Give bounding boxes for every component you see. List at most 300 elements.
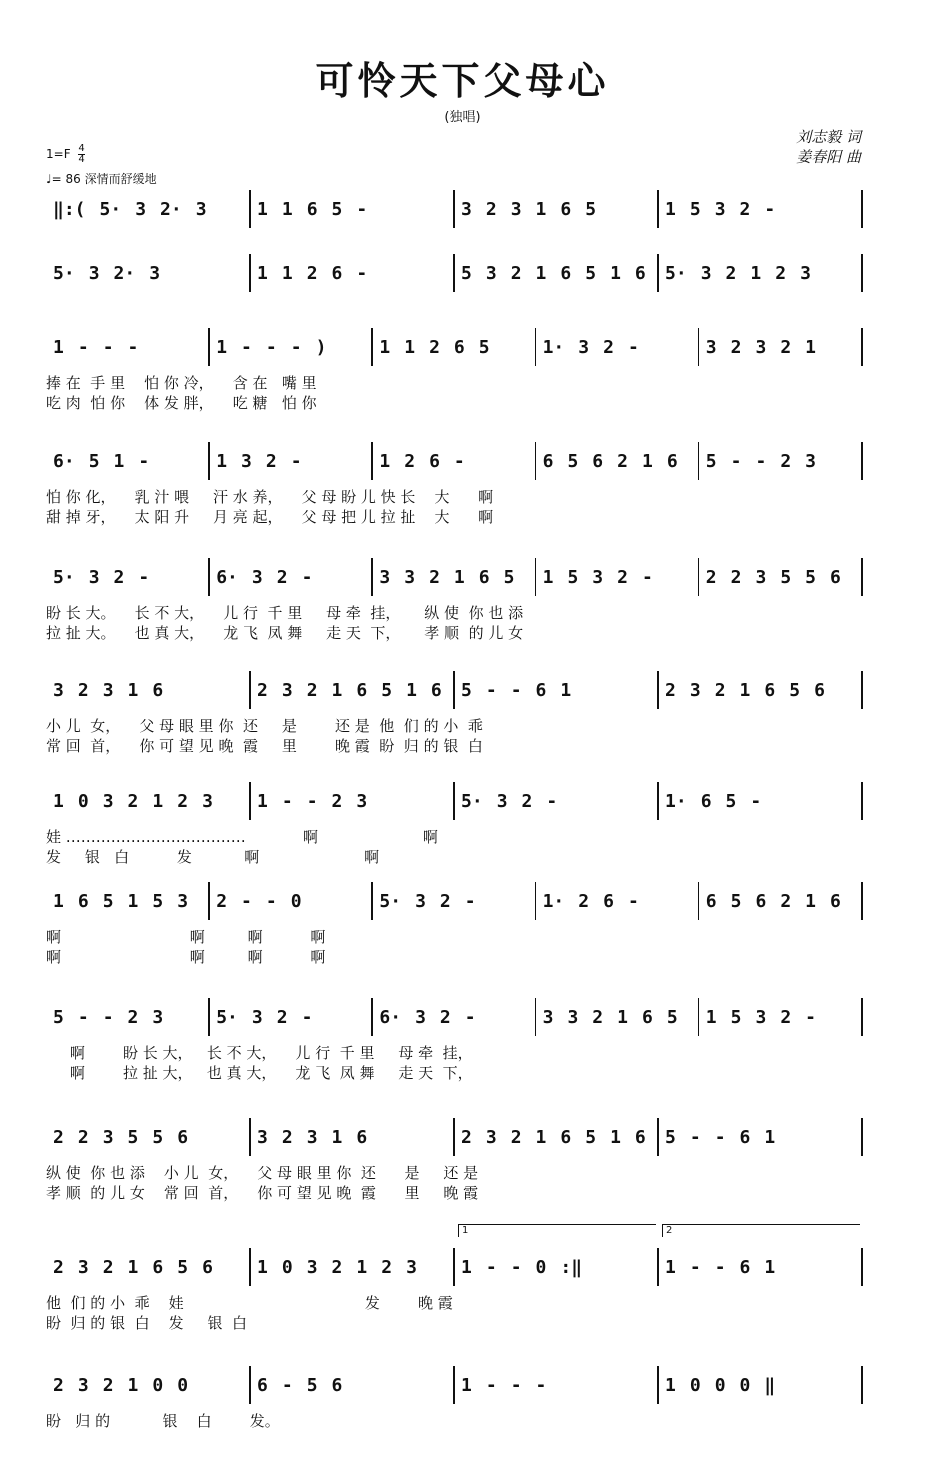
note: 6	[430, 679, 442, 701]
measure	[454, 1250, 658, 1284]
note: 6	[356, 1126, 368, 1148]
note: 2	[127, 1006, 139, 1028]
note: 3	[306, 1256, 318, 1278]
note: 1	[805, 890, 817, 912]
note: 2	[510, 262, 522, 284]
note: 5	[689, 198, 701, 220]
note: 2	[739, 198, 751, 220]
note: 3	[241, 450, 252, 472]
barline	[861, 442, 863, 480]
note: -	[301, 566, 313, 588]
note: 5	[88, 450, 100, 472]
note: -	[453, 450, 465, 472]
note: 6	[705, 890, 717, 912]
lyricist-credit: 刘志毅 词	[796, 128, 861, 146]
note: -	[127, 336, 139, 358]
note: 5·	[379, 890, 402, 912]
note: 2	[276, 1006, 288, 1028]
note: 6	[560, 262, 572, 284]
note: 2	[725, 262, 737, 284]
note: 5	[725, 790, 737, 812]
note: 3	[485, 1126, 497, 1148]
note: 3	[88, 566, 100, 588]
measure	[46, 1000, 209, 1034]
note: -	[714, 1256, 726, 1278]
note: 2	[429, 336, 440, 358]
measure	[454, 1120, 658, 1154]
note: 3	[195, 198, 207, 220]
barline	[861, 1366, 863, 1404]
note: -	[265, 336, 277, 358]
note: 5·	[665, 262, 687, 284]
note: 3	[88, 262, 100, 284]
note: 6	[331, 262, 343, 284]
barline	[861, 671, 863, 709]
note: 1	[127, 1256, 139, 1278]
barline	[861, 190, 863, 228]
page-title: 可怜天下父母心	[315, 58, 610, 103]
note: 1	[379, 450, 391, 472]
note: 2	[730, 336, 742, 358]
note: 5	[585, 262, 597, 284]
note: 6	[592, 450, 604, 472]
note: 2	[113, 566, 125, 588]
note: 1	[216, 336, 228, 358]
tempo-marking: ♩= 86 深情而舒缓地	[46, 172, 157, 186]
note: 1	[764, 1126, 776, 1148]
note: 1·	[542, 336, 565, 358]
note: 1	[461, 1256, 472, 1278]
measure	[658, 256, 862, 290]
note: 6	[700, 790, 712, 812]
note: 6	[257, 1374, 268, 1396]
note: 2	[127, 790, 139, 812]
subtitle: (独唱)	[444, 110, 481, 125]
note: -	[485, 1256, 497, 1278]
note: 1	[281, 262, 293, 284]
note: -	[290, 336, 302, 358]
note: 1	[257, 1256, 268, 1278]
note: 6	[306, 198, 318, 220]
barline	[861, 882, 863, 920]
note: 6·	[379, 1006, 402, 1028]
note: 3	[567, 1006, 579, 1028]
note: 1	[453, 566, 465, 588]
note: 5·	[99, 198, 122, 220]
note: 2	[331, 1256, 343, 1278]
measure	[454, 192, 658, 226]
note: 2·	[160, 198, 182, 220]
note: 5	[665, 1126, 676, 1148]
note: 6	[666, 450, 678, 472]
note: 1	[461, 1374, 472, 1396]
note: 3	[177, 890, 189, 912]
measure	[372, 1000, 535, 1034]
note: 3	[700, 262, 712, 284]
measure	[454, 784, 658, 818]
note: 2	[404, 450, 416, 472]
note: 1	[535, 1126, 547, 1148]
note: 1	[805, 336, 817, 358]
note: -	[138, 450, 150, 472]
note: 2	[780, 1006, 792, 1028]
note: 5	[666, 1006, 678, 1028]
note: 2	[331, 790, 343, 812]
note: 3	[102, 679, 114, 701]
note: 6	[177, 1126, 189, 1148]
note: 2	[714, 679, 726, 701]
note: -	[764, 198, 776, 220]
note: 3	[415, 1006, 426, 1028]
measure	[658, 1368, 862, 1402]
note: 5	[381, 679, 393, 701]
note: -	[510, 1374, 522, 1396]
measure	[46, 1120, 250, 1154]
note: 3	[257, 1126, 268, 1148]
note: 5	[585, 198, 597, 220]
note: -	[281, 790, 293, 812]
note: 3	[77, 1374, 89, 1396]
note: 6	[634, 262, 646, 284]
note: 1	[152, 790, 164, 812]
note: 2	[102, 1256, 114, 1278]
note: 1	[617, 1006, 628, 1028]
note: 2	[276, 566, 288, 588]
measure	[454, 673, 658, 707]
note: 2	[780, 336, 792, 358]
note: -	[546, 790, 558, 812]
note: 1	[53, 790, 64, 812]
note: 2	[775, 262, 787, 284]
note: 0	[281, 1256, 293, 1278]
note: 0	[535, 1256, 547, 1278]
note: 2	[216, 890, 228, 912]
note: 2	[730, 566, 742, 588]
note: 1	[542, 566, 554, 588]
measure	[699, 330, 862, 364]
measure	[536, 560, 699, 594]
note: 5	[805, 566, 817, 588]
note: 3	[800, 262, 811, 284]
note: -	[464, 890, 476, 912]
note: 1	[257, 790, 268, 812]
note: 1	[641, 450, 653, 472]
note: -	[102, 336, 114, 358]
barline	[861, 254, 863, 292]
note: 3	[306, 1126, 318, 1148]
note: 2	[429, 566, 440, 588]
note: -	[77, 336, 89, 358]
note: 1	[379, 336, 391, 358]
measure	[209, 560, 372, 594]
note: -	[714, 1126, 726, 1148]
measure	[536, 1000, 699, 1034]
note: 3	[102, 1126, 114, 1148]
note: 2	[102, 1374, 114, 1396]
note: 2	[521, 790, 533, 812]
note: 6	[560, 198, 572, 220]
measure	[658, 673, 862, 707]
note: -	[510, 1256, 522, 1278]
measure	[372, 560, 535, 594]
note: 2	[257, 679, 268, 701]
note: 2	[177, 790, 189, 812]
note: 1	[113, 450, 125, 472]
note: 6	[535, 679, 547, 701]
note: -	[102, 1006, 114, 1028]
note: -	[138, 566, 150, 588]
note: -	[805, 1006, 817, 1028]
note: 1	[257, 262, 268, 284]
note: 2	[439, 890, 451, 912]
note: ‖	[764, 1374, 776, 1396]
barline	[861, 1248, 863, 1286]
measure	[46, 784, 250, 818]
measure	[209, 444, 372, 478]
note: :‖	[560, 1256, 583, 1278]
note: 5	[478, 336, 490, 358]
note: 5	[567, 566, 579, 588]
measure	[250, 673, 454, 707]
barline	[861, 558, 863, 596]
note: -	[627, 336, 639, 358]
note: 2	[461, 1126, 472, 1148]
barline	[861, 1118, 863, 1156]
note: 0	[689, 1374, 701, 1396]
note: 0	[152, 1374, 164, 1396]
note: 1	[53, 336, 64, 358]
note: -	[356, 262, 368, 284]
note: 0	[739, 1374, 751, 1396]
note: -	[485, 1374, 497, 1396]
note: 2	[53, 1374, 64, 1396]
note: -	[265, 890, 277, 912]
measure	[46, 192, 250, 226]
note: 3	[356, 790, 368, 812]
measure	[46, 1250, 250, 1284]
note: 6	[202, 1256, 213, 1278]
note: -	[464, 1006, 476, 1028]
note: 3	[592, 566, 604, 588]
note: 5	[585, 1126, 597, 1148]
note: 3	[542, 1006, 554, 1028]
time-signature: $\frac{4}{4}$	[78, 143, 85, 165]
note: 6	[356, 679, 368, 701]
note: 2	[592, 1006, 604, 1028]
measure	[209, 884, 372, 918]
note: -	[730, 450, 742, 472]
note: 6	[641, 1006, 653, 1028]
note: 2	[77, 1126, 89, 1148]
note: 1	[257, 198, 268, 220]
note: 1	[404, 336, 416, 358]
note: 5·	[216, 1006, 238, 1028]
note: 1	[665, 198, 676, 220]
note: 6	[739, 1126, 751, 1148]
measure	[46, 884, 209, 918]
note: 5	[503, 566, 515, 588]
note: 3	[755, 1006, 767, 1028]
key-signature	[46, 144, 85, 165]
note: -	[301, 1006, 313, 1028]
note: 1	[750, 262, 762, 284]
note: 6	[755, 890, 767, 912]
note: 3	[251, 1006, 263, 1028]
note: 3	[135, 198, 147, 220]
note: 2	[780, 450, 792, 472]
note: 1	[610, 262, 621, 284]
note: 3	[510, 198, 522, 220]
note: 3	[485, 262, 497, 284]
measure	[46, 330, 209, 364]
note: 3	[755, 336, 767, 358]
note: -	[306, 790, 318, 812]
volta-bracket-1: 1	[458, 1224, 656, 1237]
note: 1	[665, 1256, 676, 1278]
note: 3	[281, 679, 293, 701]
note: 5	[152, 1126, 164, 1148]
measure	[46, 444, 209, 478]
note: 1	[535, 262, 547, 284]
note: 6	[830, 890, 841, 912]
note: 1	[127, 1374, 139, 1396]
volta-bracket-2: 2	[662, 1224, 860, 1237]
note: 5	[331, 198, 343, 220]
note: 2	[780, 890, 792, 912]
note: 1	[356, 1256, 368, 1278]
note: 2	[265, 450, 277, 472]
note: 6	[814, 679, 825, 701]
measure	[454, 1368, 658, 1402]
measure	[250, 256, 454, 290]
measure	[46, 1368, 250, 1402]
note: 6	[830, 566, 841, 588]
note: 5	[127, 1126, 139, 1148]
note: 5	[567, 450, 579, 472]
note: 5	[780, 566, 792, 588]
measure	[699, 884, 862, 918]
note: 6	[77, 890, 89, 912]
measure	[658, 1250, 862, 1284]
note: -	[755, 450, 767, 472]
note: 2	[281, 1126, 293, 1148]
measure	[209, 1000, 372, 1034]
note: 5	[461, 679, 472, 701]
note: 2	[578, 890, 590, 912]
note: 3	[689, 679, 701, 701]
note: 3	[406, 1256, 417, 1278]
barline	[861, 998, 863, 1036]
note: 3	[152, 1006, 164, 1028]
barline	[861, 782, 863, 820]
note: 6	[331, 1374, 343, 1396]
note: 6	[478, 566, 490, 588]
composer-credit: 姜春阳 曲	[796, 148, 861, 166]
note: 3	[705, 336, 717, 358]
note: 1	[764, 1256, 776, 1278]
note: -	[627, 890, 639, 912]
measure	[46, 673, 250, 707]
measure	[209, 330, 372, 364]
note: 1	[610, 1126, 621, 1148]
note: -	[535, 1374, 547, 1396]
note: 1	[216, 450, 228, 472]
measure	[658, 1120, 862, 1154]
note: -	[641, 566, 653, 588]
note: 2·	[113, 262, 136, 284]
note: 5	[306, 1374, 318, 1396]
note: 0	[177, 1374, 189, 1396]
note: 6·	[216, 566, 238, 588]
note: -	[241, 336, 252, 358]
note: 3	[805, 450, 817, 472]
measure	[250, 192, 454, 226]
note: 6·	[53, 450, 75, 472]
key: 1=F	[46, 147, 71, 161]
note: 1	[127, 679, 139, 701]
measure	[250, 1250, 454, 1284]
note: 1·	[542, 890, 565, 912]
note: 5	[730, 890, 742, 912]
note: 5	[53, 1006, 64, 1028]
note: 2	[665, 679, 676, 701]
measure	[372, 444, 535, 478]
note: -	[356, 198, 368, 220]
note: 1	[665, 1374, 676, 1396]
note: -	[750, 790, 762, 812]
note: 2	[510, 1126, 522, 1148]
note: 6	[634, 1126, 646, 1148]
note: 3	[461, 198, 472, 220]
note: 3	[755, 566, 767, 588]
note: 6	[542, 450, 554, 472]
barline	[861, 328, 863, 366]
measure	[536, 884, 699, 918]
note: 3	[77, 1256, 89, 1278]
note: 0	[290, 890, 302, 912]
note: 5·	[53, 262, 75, 284]
measure	[250, 784, 454, 818]
note: 3	[379, 566, 391, 588]
note: -	[689, 1126, 701, 1148]
note: -	[485, 679, 497, 701]
note: 5	[730, 1006, 742, 1028]
note: 6	[429, 450, 440, 472]
note: 5	[789, 679, 801, 701]
note: 1	[739, 679, 751, 701]
note: 3	[404, 566, 416, 588]
note: 3	[415, 890, 426, 912]
measure	[372, 330, 535, 364]
note: 2	[485, 198, 497, 220]
note: 5·	[53, 566, 75, 588]
note: 2	[77, 679, 89, 701]
measure	[536, 330, 699, 364]
note: 2	[439, 1006, 451, 1028]
note: )	[315, 336, 327, 358]
note: -	[290, 450, 302, 472]
note: 5	[177, 1256, 189, 1278]
note: 5·	[461, 790, 483, 812]
measure	[372, 884, 535, 918]
note: 2	[53, 1256, 64, 1278]
note: 0	[77, 790, 89, 812]
note: 1	[406, 679, 417, 701]
note: 3	[251, 566, 263, 588]
measure	[699, 444, 862, 478]
note: 6	[560, 1126, 572, 1148]
note: 1	[705, 1006, 717, 1028]
